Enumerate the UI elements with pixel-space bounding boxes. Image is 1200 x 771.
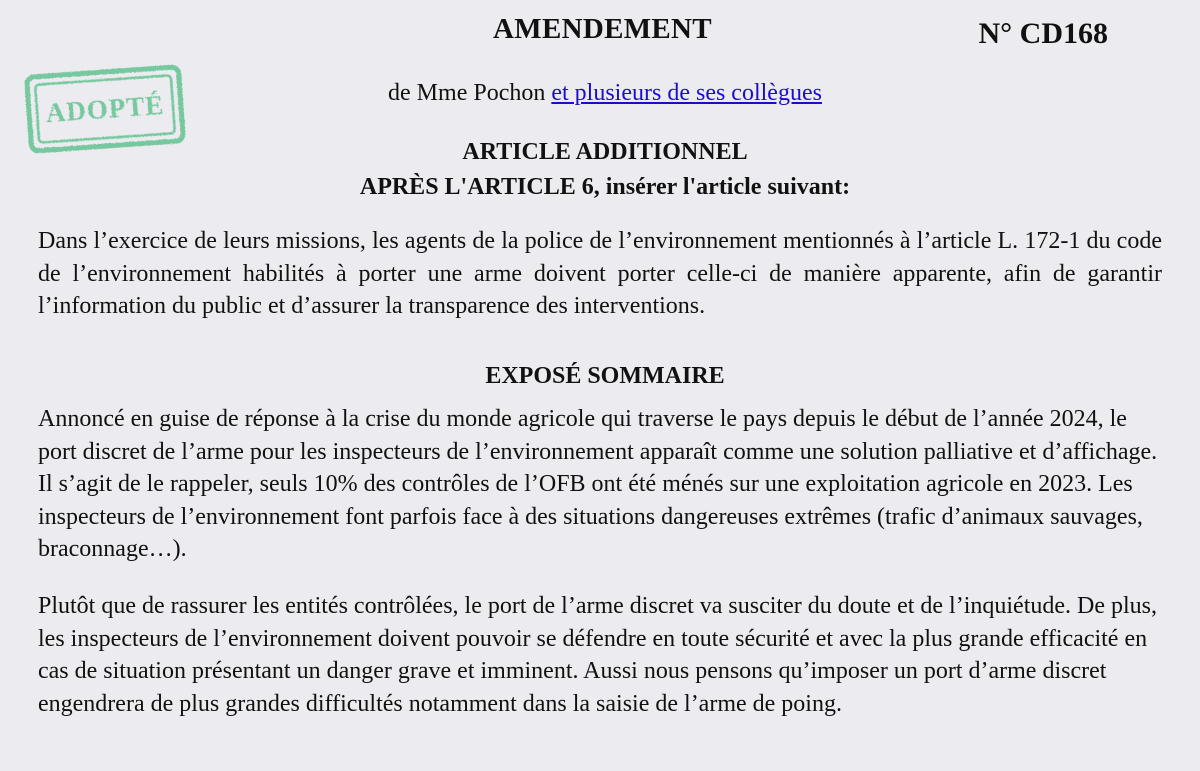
- author-name: de Mme Pochon: [388, 80, 546, 106]
- expose-title: EXPOSÉ SOMMAIRE: [485, 363, 725, 389]
- authors-line: [0, 80, 1200, 107]
- amendment-number: N° CD168: [978, 17, 1108, 50]
- page-title: AMENDEMENT: [493, 13, 712, 45]
- stamp-text: ADOPTÉ: [44, 89, 166, 129]
- expose-paragraph-1: Annoncé en guise de réponse à la crise du monde agricole qui traverse le pays depuis le début de l’année 2024, le port discret de l’arme pour les inspecteurs de l’environnement apparaît comme une solution palliative et d’affichage. Il s’agit de le rappeler, seuls 10% des contrôles de l’OFB ont été ménés sur une exploitation agricole en 2023. Les inspecteurs de l’environnement font parfois face à des situations dangereuses extrêmes (trafic d’animaux sauvages, braconnage…).: [38, 406, 1158, 562]
- article-body: Dans l’exercice de leurs missions, les agents de la police de l’environnement mentionnés à l’article L. 172-1 du code de l’environnement habilités à porter une arme doivent porter celle-ci de manière apparente, afin de garantir l’information du public et d’assurer la transparence des interventions.: [38, 228, 1162, 319]
- article-heading: ARTICLE ADDITIONNEL: [462, 139, 748, 165]
- colleagues-link[interactable]: et plusieurs de ses collègues: [551, 80, 822, 106]
- article-subheading: APRÈS L'ARTICLE 6, insérer l'article suivant:: [359, 174, 851, 200]
- expose-paragraph-2: Plutôt que de rassurer les entités contrôlées, le port de l’arme discret va susciter du doute et de l’inquiétude. De plus, les inspecteurs de l’environnement doivent pouvoir se défendre en toute sécurité et avec la plus grande efficacité en cas de situation présentant un danger grave et imminent. Aussi nous pensons qu’imposer un port d’arme discret engendrera de plus grandes difficultés notamment dans la saisie de l’arme de poing.: [38, 593, 1157, 717]
